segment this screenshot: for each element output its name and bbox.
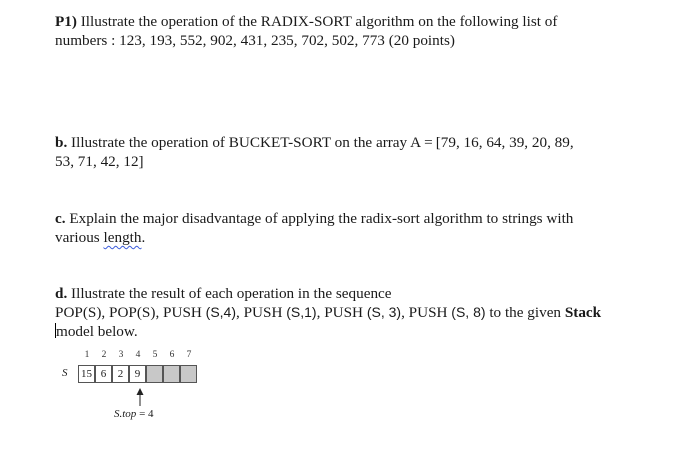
- spellcheck-underlined-word: length: [103, 229, 142, 246]
- stack-top-value: = 4: [136, 408, 154, 420]
- p1-text-line1: Illustrate the operation of the RADIX-SORT algorithm on the following list of: [76, 13, 558, 30]
- stack-top-label: [114, 408, 154, 420]
- d-seq-1-serif: , PUSH: [236, 304, 287, 321]
- d-seq-2-sans: (S, 3): [366, 304, 402, 320]
- d-seq-tail-pre: to the given: [485, 304, 565, 321]
- d-seq-0-sans: (S,4): [205, 304, 237, 320]
- d-seq-3-serif: , PUSH: [401, 304, 452, 321]
- question-d: [55, 284, 655, 341]
- d-seq-2-serif: , PUSH: [316, 304, 367, 321]
- stack-cell: 9: [129, 365, 146, 383]
- d-seq-1-sans: (S,1): [286, 304, 317, 320]
- stack-top-var: S.top: [114, 408, 137, 420]
- stack-cell-empty: [180, 365, 197, 383]
- question-p1: [55, 12, 655, 50]
- stack-cell: 2: [112, 365, 129, 383]
- stack-cell: 15: [78, 365, 95, 383]
- c-label: c.: [55, 210, 66, 227]
- index-label: 3: [118, 350, 124, 360]
- index-label: 1: [84, 350, 90, 360]
- index-label: 6: [169, 350, 175, 360]
- question-b: [55, 133, 655, 171]
- stack-cell-empty: [163, 365, 180, 383]
- b-text-line1: Illustrate the operation of BUCKET-SORT on the array A = [79, 16, 64, 39, 20, 89,: [67, 134, 574, 151]
- d-label: d.: [55, 285, 68, 302]
- question-c: [55, 209, 655, 247]
- index-label: 7: [186, 350, 192, 360]
- c-text-line2-pre: various: [55, 229, 104, 246]
- d-text-line1: Illustrate the result of each operation in the sequence: [67, 285, 392, 302]
- d-seq-tail-bold: Stack: [564, 304, 602, 321]
- stack-cell: 6: [95, 365, 112, 383]
- index-label: 2: [101, 350, 107, 360]
- index-label: 5: [152, 350, 158, 360]
- d-text-line3: model below.: [56, 323, 138, 340]
- c-text-line1: Explain the major disadvantage of applying the radix-sort algorithm to strings with: [65, 210, 574, 227]
- b-label: b.: [55, 134, 68, 151]
- d-seq-3-sans: (S, 8): [451, 304, 486, 320]
- b-text-line2: 53, 71, 42, 12]: [55, 153, 144, 170]
- c-text-line2-post: .: [141, 229, 146, 246]
- p1-text-line2: numbers : 123, 193, 552, 902, 431, 235, 702, 502, 773 (20 points): [55, 32, 455, 49]
- stack-cell-empty: [146, 365, 163, 383]
- p1-label: P1): [55, 13, 77, 30]
- stack-figure: [60, 350, 220, 430]
- stack-name-label: S: [62, 367, 68, 379]
- d-seq-0-serif: POP(S), POP(S), PUSH: [55, 304, 206, 321]
- index-label: 4: [135, 350, 141, 360]
- top-pointer-arrow-icon: [135, 388, 145, 406]
